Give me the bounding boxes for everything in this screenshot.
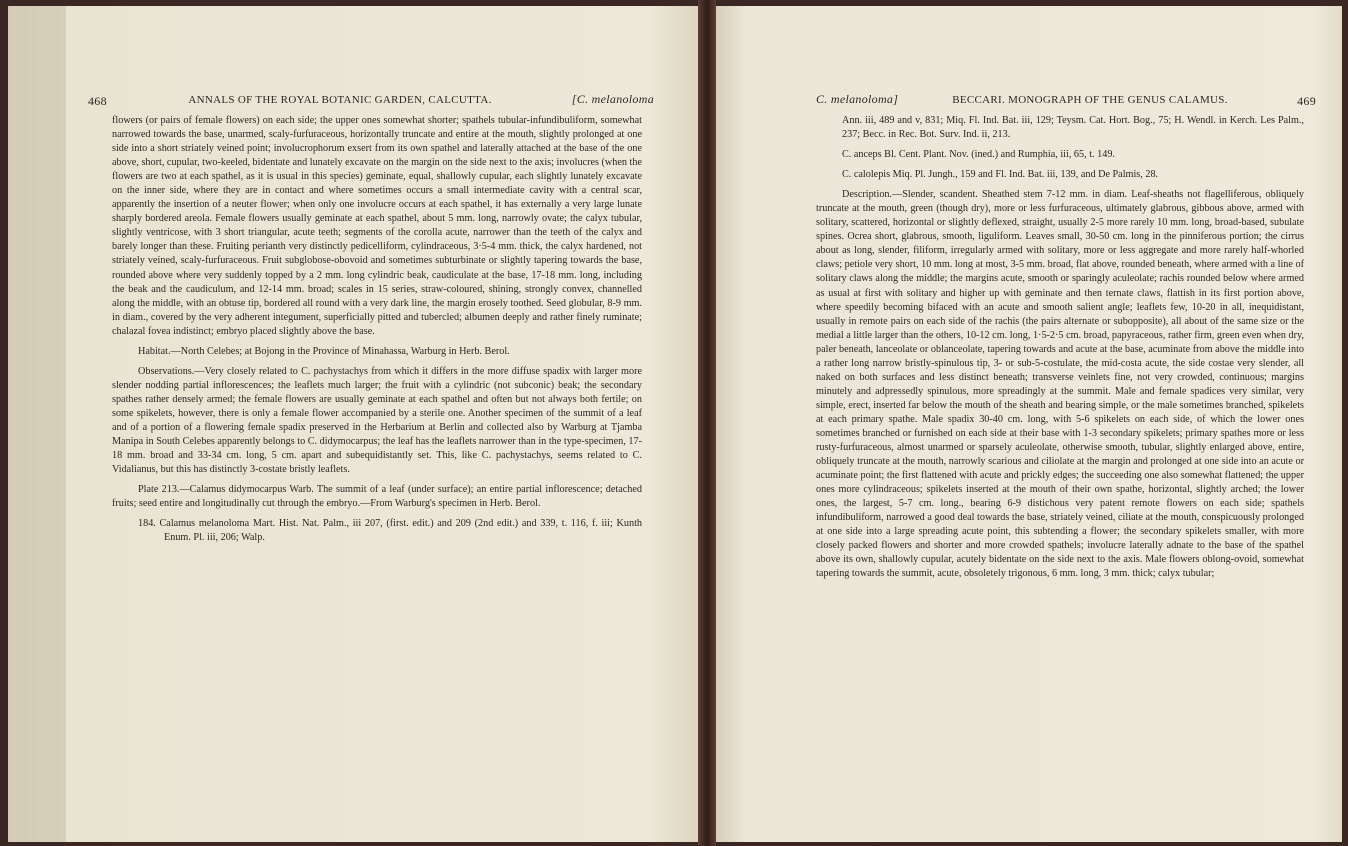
- left-running-title: ANNALS OF THE ROYAL BOTANIC GARDEN, CALCUTTA.: [188, 94, 492, 106]
- right-paragraph-calolepis: C. calolepis Miq. Pl. Jungh., 159 and Fl. Ind. Bat. iii, 139, and De Palmis, 28.: [842, 169, 1159, 181]
- right-species-tag: C. melanoloma]: [816, 92, 899, 106]
- right-paragraph-refs: Ann. iii, 489 and v, 831; Miq. Fl. Ind. Bat. iii, 129; Teysm. Cat. Hort. Bog., 75; H. Wendl. in Kerch. Les Palm., 237; Becc. in Rec. Bot. Surv. Ind. ii, 213.: [842, 115, 1304, 141]
- left-paragraph-1: flowers (or pairs of female flowers) on each side; the upper ones somewhat shorter; spathels tubular-infundibuliform, somewhat narrowed towards the base, unarmed, scaly-furfuraceous, horizontally truncate and entire at the mouth, slightly prolonged at one side into a short striately veined point; involucrophorum exsert from its own spathel and laterally attached at the base of the one above, short, cupular, two-keeled, bidentate and lunately excavate on the margin on the side next to the axis; involucres (when the flowers are two at each spathel, as it is usual in this species) geminate, equal, shallowly cupular, each slightly lunately excavate on the inner side, where they are in contact and where sometimes occurs a small intermediate cavity with a central scar, apparently the insertion of a neuter flower; when only one involucre occurs at each spathel, it has externally a very large lunate sharply bordered areola. Female flowers usually geminate at each spathel, about 5 mm. long, narrowly ovate; the calyx tubular, slightly ventricose, with 3 short triangular, acute teeth; segments of the corolla acute, narrower than the teeth of the calyx and barely longer than these. Fruiting perianth very distinctly pedicelliform, cylindraceous, 3·5-4 mm. thick, the calyx hardened, not striately veined, scaly-furfuraceous. Fruit subglobose-obovoid and sometimes subturbinate or slightly tapering towards the base, rounded above where very suddenly topped by a 2 mm. long cylindric beak, caudiculate at the base, 17-18 mm. long, including the beak and the caudiculum, and 12-14 mm. broad; scales in 15 series, straw-coloured, shining, strongly convex, channelled along the middle, with an obtuse tip, bordered all round with a very dark line, the margin erosely toothed. Seed globular, 8-9 mm. in diam., covered by the very adherent integument, superficially pitted and tubercled; albumen deeply and rather finely ruminate; chalazal fovea indistinct; embryo placed slightly above the base.: [112, 115, 642, 337]
- left-paragraph-habitat: Habitat.—North Celebes; at Bojong in the Province of Minahassa, Warburg in Herb. Berol.: [138, 345, 510, 357]
- left-body: [112, 114, 642, 545]
- left-paragraph-observations: Observations.—Very closely related to C. pachystachys from which it differs in the more diffuse spadix with larger more slender nodding partial inflorescences; the leaflets much larger; the fruit with a cylindric (not subconic) beak; the secondary spathes rather densely armed; the female flowers are usually geminate at each spathel and often but not always both fertile; on some spikelets, however, there is only a female flower accompanied by a sterile one. Another specimen of the summit of a leaf and of a portion of a flowering female spadix preserved in the Herbarium at Berlin and collected also by Warburg at Tjamba Manipa in South Celebes apparently belongs to C. didymocarpus; the leaf has the leaflets narrower than in the type-specimen, 17-18 mm. broad and 33-34 cm. long, 5 cm. apart and subequidistantly set. This, like C. pachystachys, seems related to C. Vidalianus, but this has distinctly 3-costate bristly leaflets.: [112, 365, 642, 476]
- page-edges: [8, 6, 66, 842]
- right-running-title: BECCARI. MONOGRAPH OF THE GENUS CALAMUS.: [952, 94, 1228, 106]
- right-running-head: [816, 92, 1316, 114]
- left-page-number: 468: [88, 94, 107, 108]
- right-body: [816, 114, 1304, 582]
- left-paragraph-species-184: 184. Calamus melanoloma Mart. Hist. Nat. Palm., iii 207, (first. edit.) and 209 (2nd edit.) and 339, t. 116, f. iii; Kunth Enum. Pl. iii, 206; Walp.: [138, 518, 642, 544]
- left-running-head: [88, 92, 654, 114]
- right-paragraph-anceps: C. anceps Bl. Cent. Plant. Nov. (ined.) and Rumphia, iii, 65, t. 149.: [842, 149, 1115, 161]
- left-paragraph-plate: Plate 213.—Calamus didymocarpus Warb. The summit of a leaf (under surface); an entire partial inflorescence; detached fruits; seed entire and longitudinally cut through the embryo.—From Warburg's specimen in Herb. Berol.: [112, 484, 642, 510]
- right-paragraph-description: Description.—Slender, scandent. Sheathed stem 7-12 mm. in diam. Leaf-sheaths not flagelliferous, obliquely truncate at the mouth, green (though dry), more or less furfuraceous, ultimately glabrous, gibbous above, armed with solitary, scattered, horizontal or slightly deflexed, straight, usually 2-5 more rarely 10 mm. long, broad-based, subulate spines. Ocrea short, glabrous, smooth, liguliform. Leaves small, 30-50 cm. long in the pinniferous portion; the cirrus about as long, slender, filiform, irregularly armed with solitary, more or less aggregate and more rarely half-whorled claws; petiole very short, 10 mm. long at most, 3-5 mm. broad, flat above, rounded beneath, where armed with a line of solitary claws along the middle; the margins acute, smooth or sparingly aculeolate; rachis rounded below where armed as usual at first with solitary and higher up with geminate and then ternate claws, flattish in its first portion above, where speedily becoming bifaced with an acute and smooth salient angle; leaflets few, 10-20 in all, inequidistant, usually in remote pairs on each side of the rachis (the pairs alternate or subopposite), all about of the same size or the medial a little larger than the others, 10-12 cm. long, 1·5-2·5 cm. broad, papyraceous, rather firm, green even when dry, paler beneath, lanceolate or oblanceolate, tapering towards and acute at the base, acuminate from above the middle into a rather long narrow bristly-spinulous tip, 3- or sub-5-costulate, the mid-costa acute, the side costae very slender, all naked on both surfaces and less distinct beneath; transverse veinlets fine, not very crowded, continuous; margins minutely and adpressedly spinulous, more spreadingly at the summit. Male and female spadices very similar, very simple, erect, inserted far below the mouth of the sheath and bearing simple, or the male sometimes branched, spikelets at each primary spathe. Male spadix 30-40 cm. long, with 5-6 spikelets on each side, of which the lower ones sometimes branched or furnished on each side at their base with 1-3 secondary spikelets; primary spathes more or less rusty-furfuraceous, almost unarmed or sparsely aculeolate, otherwise smooth, tubular, slightly enlarged above, entire, obliquely truncate at the mouth, narrowly scarious and ciliolate at the margin and prolonged at one side into an acute or acuminate point; the first flattened with acute and prickly edges; the succeeding one also somewhat flattened; the upper ones more cylindraceous; spikelets inserted at the mouth of their own spathe, horizontal, slightly arched; the lower ones, the largest, 5-7 cm. long., bearing 6-9 distichous very patent remote flowers on each side; spathels infundibuliform, narrowed a good deal towards the base, striately veined, ciliate at the mouth, conspicuously prolonged at one side into a large spreading acute point, this subtending a flower; the secondary spikelets smaller, with more closely packed flowers and shorter and more crowded spathels; involucre laterally adnate to the base of the spathel above its own, shallowly cupular, acutely bidentate on the side next to the axis. Male flowers oblong-ovoid, somewhat tapering towards the summit, acute, obsoletely trigonous, 6 mm. long, 3 mm. thick; calyx tubular;: [816, 189, 1304, 580]
- right-page-number: 469: [1297, 94, 1316, 108]
- left-page-text: [88, 92, 654, 551]
- right-page-text: [816, 92, 1316, 588]
- left-species-tag: [C. melanoloma: [571, 92, 654, 106]
- book-gutter: [698, 0, 716, 846]
